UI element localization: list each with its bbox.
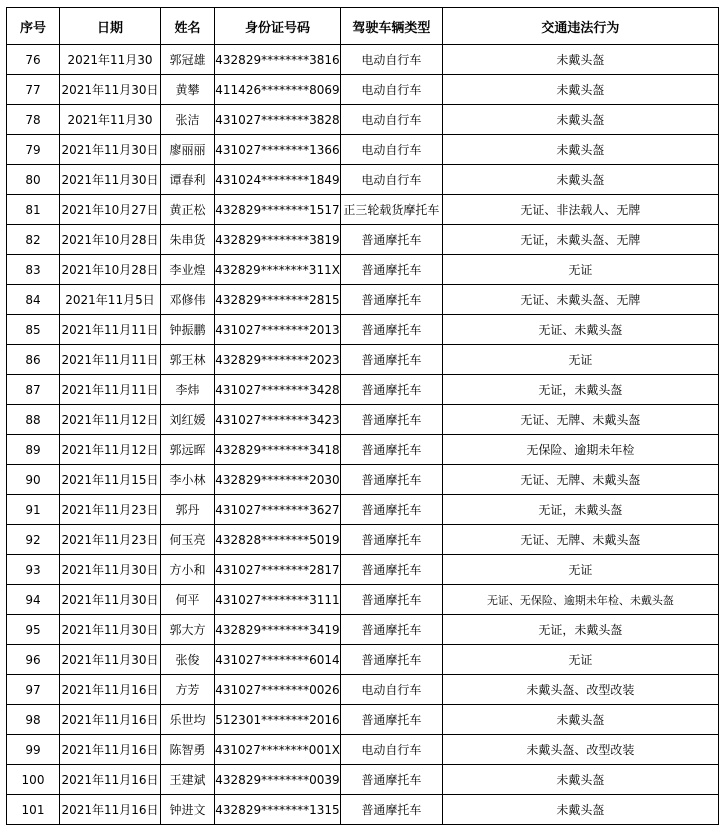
cell-id-number: 431027********3627 <box>215 495 341 525</box>
cell-date: 2021年11月11日 <box>60 315 161 345</box>
table-row <box>7 495 719 525</box>
cell-vehicle-type: 普通摩托车 <box>340 705 442 735</box>
cell-index: 92 <box>7 525 60 555</box>
cell-name: 谭春利 <box>161 165 215 195</box>
cell-violation: 未戴头盔 <box>442 165 718 195</box>
cell-index: 78 <box>7 105 60 135</box>
cell-name: 朱串货 <box>161 225 215 255</box>
cell-id-number: 431027********1366 <box>215 135 341 165</box>
cell-vehicle-type: 普通摩托车 <box>340 555 442 585</box>
cell-name: 李小林 <box>161 465 215 495</box>
cell-date: 2021年11月23日 <box>60 495 161 525</box>
cell-date: 2021年10月27日 <box>60 195 161 225</box>
cell-id-number: 432829********3816 <box>215 45 341 75</box>
cell-date: 2021年11月12日 <box>60 435 161 465</box>
cell-index: 93 <box>7 555 60 585</box>
cell-index: 81 <box>7 195 60 225</box>
header-date: 日期 <box>60 8 161 45</box>
table-row <box>7 165 719 195</box>
cell-vehicle-type: 普通摩托车 <box>340 315 442 345</box>
cell-id-number: 432829********3819 <box>215 225 341 255</box>
cell-violation: 无证、无牌、未戴头盔 <box>442 405 718 435</box>
cell-violation: 无证、非法载人、无牌 <box>442 195 718 225</box>
cell-index: 90 <box>7 465 60 495</box>
cell-date: 2021年11月30 <box>60 45 161 75</box>
cell-id-number: 432829********2030 <box>215 465 341 495</box>
cell-index: 76 <box>7 45 60 75</box>
cell-name: 刘红媛 <box>161 405 215 435</box>
table-body <box>7 45 719 825</box>
cell-vehicle-type: 普通摩托车 <box>340 585 442 615</box>
cell-name: 李炜 <box>161 375 215 405</box>
cell-date: 2021年11月15日 <box>60 465 161 495</box>
cell-name: 郭远晖 <box>161 435 215 465</box>
cell-name: 李业煌 <box>161 255 215 285</box>
cell-violation: 无证 <box>442 345 718 375</box>
cell-date: 2021年11月30日 <box>60 75 161 105</box>
cell-index: 84 <box>7 285 60 315</box>
table-row <box>7 525 719 555</box>
table-row <box>7 345 719 375</box>
cell-index: 79 <box>7 135 60 165</box>
cell-id-number: 431027********3428 <box>215 375 341 405</box>
cell-name: 何平 <box>161 585 215 615</box>
cell-id-number: 432828********5019 <box>215 525 341 555</box>
cell-name: 乐世均 <box>161 705 215 735</box>
cell-date: 2021年11月16日 <box>60 705 161 735</box>
cell-violation: 无证、未戴头盔 <box>442 315 718 345</box>
cell-id-number: 431027********6014 <box>215 645 341 675</box>
cell-index: 88 <box>7 405 60 435</box>
cell-violation: 未戴头盔 <box>442 765 718 795</box>
cell-id-number: 432829********1315 <box>215 795 341 825</box>
table-row <box>7 225 719 255</box>
table-row <box>7 375 719 405</box>
cell-index: 83 <box>7 255 60 285</box>
cell-name: 何玉亮 <box>161 525 215 555</box>
cell-date: 2021年11月30日 <box>60 555 161 585</box>
cell-name: 廖丽丽 <box>161 135 215 165</box>
table-row <box>7 75 719 105</box>
cell-index: 77 <box>7 75 60 105</box>
cell-violation: 无证，未戴头盔、无牌 <box>442 225 718 255</box>
table-row <box>7 315 719 345</box>
cell-violation: 无证、无牌、未戴头盔 <box>442 525 718 555</box>
table-row <box>7 255 719 285</box>
cell-name: 陈智勇 <box>161 735 215 765</box>
cell-index: 96 <box>7 645 60 675</box>
table-row <box>7 675 719 705</box>
cell-date: 2021年11月16日 <box>60 795 161 825</box>
cell-date: 2021年11月30日 <box>60 645 161 675</box>
cell-name: 方小和 <box>161 555 215 585</box>
cell-vehicle-type: 普通摩托车 <box>340 435 442 465</box>
violation-table <box>6 7 719 825</box>
cell-vehicle-type: 普通摩托车 <box>340 465 442 495</box>
cell-index: 97 <box>7 675 60 705</box>
cell-index: 100 <box>7 765 60 795</box>
cell-id-number: 431027********2013 <box>215 315 341 345</box>
cell-index: 94 <box>7 585 60 615</box>
cell-violation: 无证 <box>442 645 718 675</box>
table-row <box>7 645 719 675</box>
cell-name: 邓修伟 <box>161 285 215 315</box>
cell-index: 86 <box>7 345 60 375</box>
cell-id-number: 411426********8069 <box>215 75 341 105</box>
cell-index: 99 <box>7 735 60 765</box>
cell-vehicle-type: 普通摩托车 <box>340 495 442 525</box>
cell-index: 85 <box>7 315 60 345</box>
cell-id-number: 431027********3423 <box>215 405 341 435</box>
cell-id-number: 432829********3418 <box>215 435 341 465</box>
cell-index: 95 <box>7 615 60 645</box>
cell-index: 101 <box>7 795 60 825</box>
cell-date: 2021年11月30日 <box>60 615 161 645</box>
cell-id-number: 431027********2817 <box>215 555 341 585</box>
cell-date: 2021年11月16日 <box>60 735 161 765</box>
cell-violation: 无证 <box>442 555 718 585</box>
cell-name: 黄正松 <box>161 195 215 225</box>
table-row <box>7 435 719 465</box>
cell-name: 方芳 <box>161 675 215 705</box>
cell-vehicle-type: 电动自行车 <box>340 105 442 135</box>
cell-name: 郭丹 <box>161 495 215 525</box>
cell-id-number: 431027********3111 <box>215 585 341 615</box>
cell-date: 2021年11月11日 <box>60 345 161 375</box>
cell-date: 2021年11月30 <box>60 105 161 135</box>
cell-name: 张洁 <box>161 105 215 135</box>
cell-vehicle-type: 正三轮载货摩托车 <box>340 195 442 225</box>
cell-date: 2021年11月30日 <box>60 135 161 165</box>
cell-date: 2021年10月28日 <box>60 255 161 285</box>
table-row <box>7 795 719 825</box>
cell-violation: 无证，未戴头盔 <box>442 615 718 645</box>
cell-id-number: 431027********3828 <box>215 105 341 135</box>
cell-name: 郭冠雄 <box>161 45 215 75</box>
cell-id-number: 512301********2016 <box>215 705 341 735</box>
table-row <box>7 195 719 225</box>
cell-id-number: 432829********2815 <box>215 285 341 315</box>
cell-vehicle-type: 普通摩托车 <box>340 645 442 675</box>
cell-id-number: 432829********0039 <box>215 765 341 795</box>
table-row <box>7 735 719 765</box>
header-name: 姓名 <box>161 8 215 45</box>
header-row <box>7 8 719 45</box>
cell-name: 黄攀 <box>161 75 215 105</box>
table-row <box>7 285 719 315</box>
cell-id-number: 431024********1849 <box>215 165 341 195</box>
table-row <box>7 615 719 645</box>
cell-date: 2021年11月16日 <box>60 675 161 705</box>
cell-vehicle-type: 普通摩托车 <box>340 375 442 405</box>
cell-violation: 无证、未戴头盔、无牌 <box>442 285 718 315</box>
cell-vehicle-type: 普通摩托车 <box>340 225 442 255</box>
cell-index: 89 <box>7 435 60 465</box>
cell-violation: 无证、无牌、未戴头盔 <box>442 465 718 495</box>
cell-id-number: 431027********0026 <box>215 675 341 705</box>
cell-violation: 无证 <box>442 255 718 285</box>
table-row <box>7 405 719 435</box>
cell-vehicle-type: 电动自行车 <box>340 45 442 75</box>
cell-violation: 未戴头盔 <box>442 75 718 105</box>
cell-date: 2021年11月30日 <box>60 585 161 615</box>
cell-vehicle-type: 电动自行车 <box>340 675 442 705</box>
cell-vehicle-type: 普通摩托车 <box>340 795 442 825</box>
cell-vehicle-type: 普通摩托车 <box>340 255 442 285</box>
cell-vehicle-type: 普通摩托车 <box>340 615 442 645</box>
table-row <box>7 45 719 75</box>
cell-name: 张俊 <box>161 645 215 675</box>
cell-index: 80 <box>7 165 60 195</box>
table-row <box>7 465 719 495</box>
cell-vehicle-type: 电动自行车 <box>340 735 442 765</box>
cell-index: 98 <box>7 705 60 735</box>
cell-violation: 未戴头盔、改型改装 <box>442 735 718 765</box>
cell-vehicle-type: 电动自行车 <box>340 75 442 105</box>
cell-id-number: 432829********3419 <box>215 615 341 645</box>
cell-date: 2021年11月16日 <box>60 765 161 795</box>
cell-vehicle-type: 普通摩托车 <box>340 285 442 315</box>
cell-violation: 无保险、逾期未年检 <box>442 435 718 465</box>
header-vehicle-type: 驾驶车辆类型 <box>340 8 442 45</box>
cell-date: 2021年11月5日 <box>60 285 161 315</box>
cell-violation: 未戴头盔 <box>442 795 718 825</box>
cell-violation: 无证、无保险、逾期未年检、未戴头盔 <box>442 585 718 615</box>
cell-violation: 未戴头盔 <box>442 135 718 165</box>
table-row <box>7 135 719 165</box>
cell-vehicle-type: 普通摩托车 <box>340 765 442 795</box>
cell-violation: 无证，未戴头盔 <box>442 375 718 405</box>
cell-index: 87 <box>7 375 60 405</box>
cell-date: 2021年11月23日 <box>60 525 161 555</box>
header-id-number: 身份证号码 <box>215 8 341 45</box>
cell-id-number: 432829********1517 <box>215 195 341 225</box>
cell-date: 2021年10月28日 <box>60 225 161 255</box>
cell-violation: 未戴头盔、改型改装 <box>442 675 718 705</box>
cell-vehicle-type: 普通摩托车 <box>340 405 442 435</box>
table-row <box>7 705 719 735</box>
cell-vehicle-type: 普通摩托车 <box>340 525 442 555</box>
cell-name: 郭大方 <box>161 615 215 645</box>
cell-name: 钟振鹏 <box>161 315 215 345</box>
cell-vehicle-type: 普通摩托车 <box>340 345 442 375</box>
cell-vehicle-type: 电动自行车 <box>340 135 442 165</box>
cell-id-number: 431027********001X <box>215 735 341 765</box>
cell-vehicle-type: 电动自行车 <box>340 165 442 195</box>
header-violation: 交通违法行为 <box>442 8 718 45</box>
cell-violation: 未戴头盔 <box>442 105 718 135</box>
cell-id-number: 432829********2023 <box>215 345 341 375</box>
table-row <box>7 585 719 615</box>
cell-index: 82 <box>7 225 60 255</box>
cell-date: 2021年11月11日 <box>60 375 161 405</box>
cell-name: 王建斌 <box>161 765 215 795</box>
cell-violation: 未戴头盔 <box>442 705 718 735</box>
cell-date: 2021年11月12日 <box>60 405 161 435</box>
cell-date: 2021年11月30日 <box>60 165 161 195</box>
cell-id-number: 432829********311X <box>215 255 341 285</box>
header-index: 序号 <box>7 8 60 45</box>
table-row <box>7 555 719 585</box>
table-row <box>7 105 719 135</box>
table-row <box>7 765 719 795</box>
cell-violation: 无证，未戴头盔 <box>442 495 718 525</box>
cell-violation: 未戴头盔 <box>442 45 718 75</box>
cell-index: 91 <box>7 495 60 525</box>
cell-name: 钟进文 <box>161 795 215 825</box>
cell-name: 郭王林 <box>161 345 215 375</box>
